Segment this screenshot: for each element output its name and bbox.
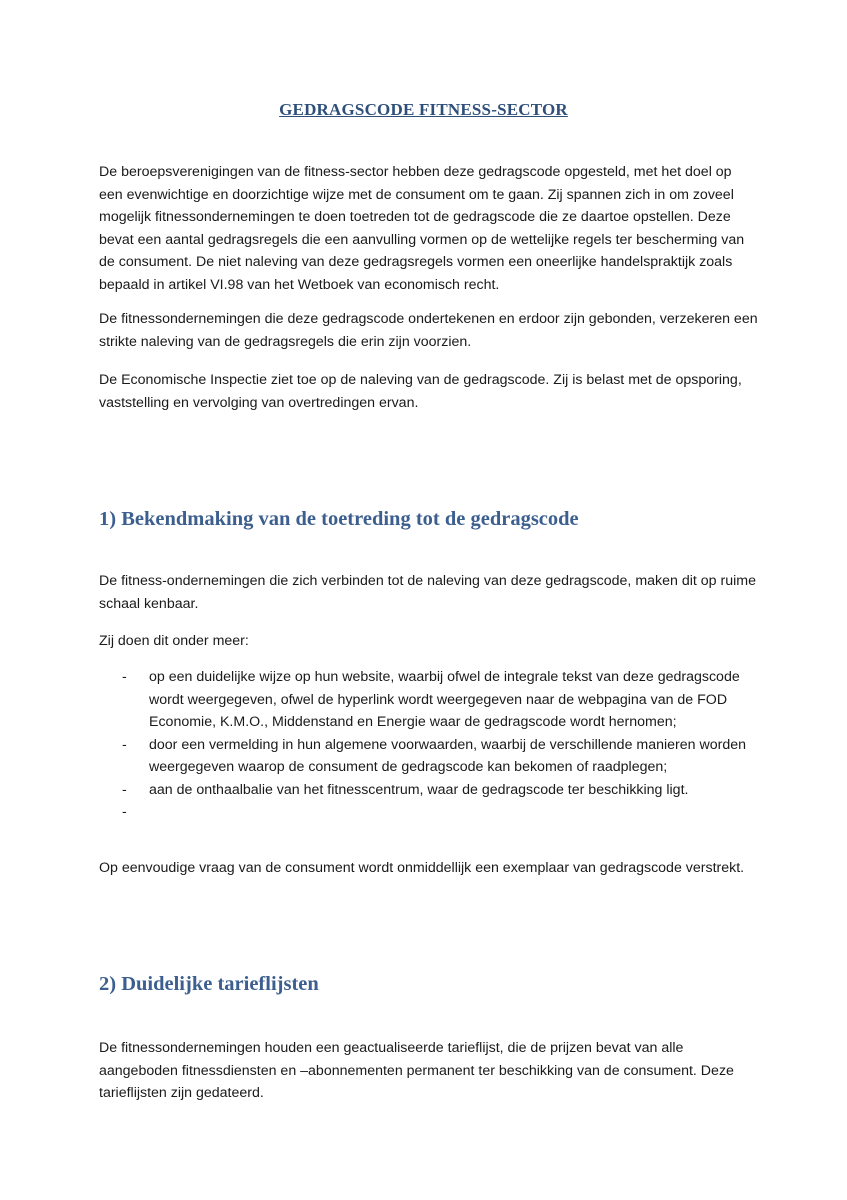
bullet-marker: - <box>122 669 127 685</box>
section-1-paragraph-2: Zij doen dit onder meer: <box>99 633 249 649</box>
bullet-marker: - <box>122 781 127 798</box>
intro-paragraph-1: De beroepsverenigingen van de fitness-sector hebben deze gedragscode opgesteld, met het doel op een evenwichtige en doorzichtige wijze met de consument om te gaan. Zij spannen zich in om zoveel mogelijk fitnessondernemingen te doen toetreden tot de gedragscode die ze daartoe opstellen. Deze bevat een aantal gedragsregels die een aanvulling vormen op de wettelijke regels ter bescherming van de consument. De niet naleving van deze gedragsregels vormen een oneerlijke handelspraktijk zoals bepaald in artikel VI.98 van het Wetboek van economisch recht. <box>99 164 745 293</box>
section-1-heading: 1) Bekendmaking van de toetreding tot de gedragscode <box>99 508 579 530</box>
list-item-text: aan de onthaalbalie van het fitnesscentrum, waar de gedragscode ter beschikking ligt. <box>149 781 689 798</box>
intro-paragraph-3: De Economische Inspectie ziet toe op de naleving van de gedragscode. Zij is belast met de opsporing, vaststelling en vervolging van overtredingen ervan. <box>99 372 742 411</box>
list-item <box>99 666 759 734</box>
list-item-text: door een vermelding in hun algemene voorwaarden, waarbij de verschillende manieren worden weergegeven waarop de consument de gedragscode kan bekomen of raadplegen; <box>149 736 747 775</box>
list-item-text: op een duidelijke wijze op hun website, waarbij ofwel de integrale tekst van deze gedragscode wordt weergegeven, ofwel de hyperlink wordt weergegeven naar de webpagina van de FOD Economie, K.M.O., Middenstand en Energie waar de gedragscode wordt hernomen; <box>149 669 740 730</box>
section-2-paragraph-1: De fitnessondernemingen houden een geactualiseerde tarieflijst, die de prijzen bevat van alle aangeboden fitnessdiensten en –abonnementen permanent ter beschikking van de consument. Deze tarieflijsten zijn gedateerd. <box>99 1040 734 1101</box>
bullet-marker: - <box>122 736 127 753</box>
section-1-paragraph-3: Op eenvoudige vraag van de consument wordt onmiddellijk een exemplaar van gedragscode verstrekt. <box>99 860 745 876</box>
list-item <box>99 734 759 779</box>
section-1-bullet-list <box>99 666 759 824</box>
section-2-heading: 2) Duidelijke tarieflijsten <box>99 973 319 995</box>
intro-paragraph-2: De fitnessondernemingen die deze gedragscode ondertekenen en erdoor zijn gebonden, verzekeren een strikte naleving van de gedragsregels die erin zijn voorzien. <box>99 311 758 350</box>
bullet-marker: - <box>122 804 127 820</box>
section-1-paragraph-1: De fitness-ondernemingen die zich verbinden tot de naleving van deze gedragscode, maken dit op ruime schaal kenbaar. <box>99 573 756 612</box>
page-title: GEDRAGSCODE FITNESS-SECTOR <box>279 100 568 119</box>
list-item <box>99 779 759 802</box>
list-item <box>99 801 759 824</box>
